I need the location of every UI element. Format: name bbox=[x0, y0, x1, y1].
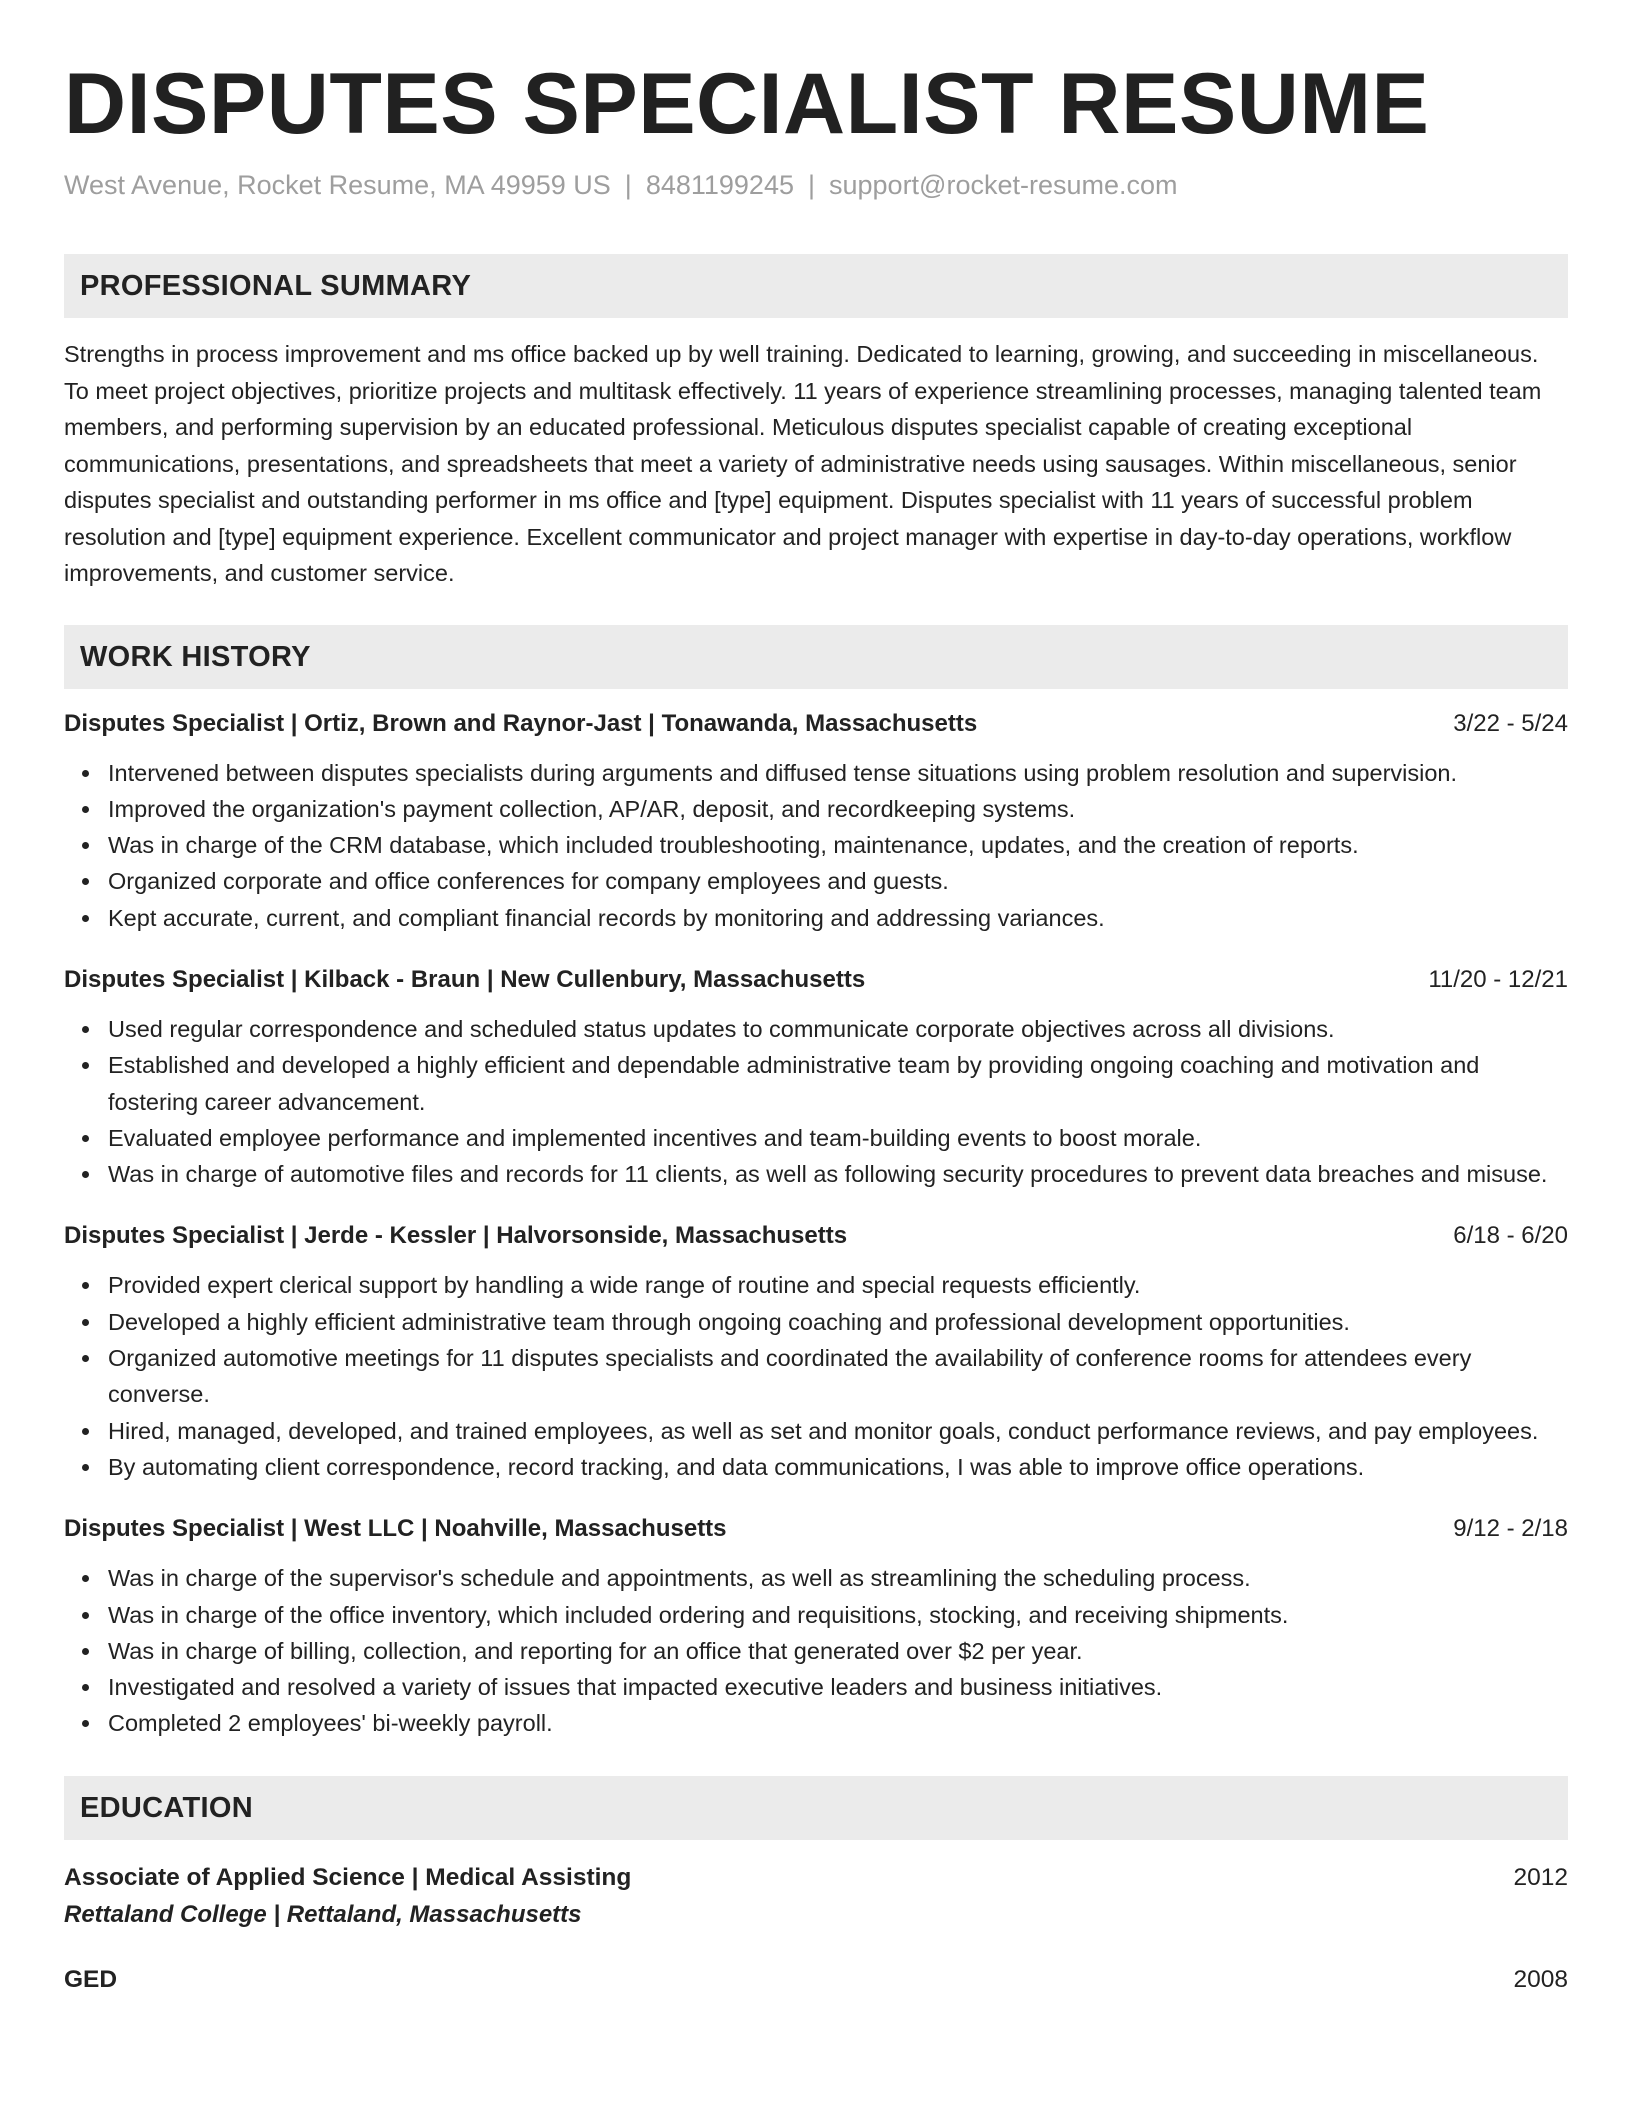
job-entry bbox=[64, 1514, 1568, 1741]
job-dates: 11/20 - 12/21 bbox=[1428, 965, 1568, 993]
job-entry bbox=[64, 709, 1568, 936]
job-dates: 6/18 - 6/20 bbox=[1453, 1222, 1568, 1250]
job-bullet: Completed 2 employees' bi-weekly payroll. bbox=[108, 1705, 1568, 1741]
job-bullet: Was in charge of automotive files and records for 11 clients, as well as following security procedures to prevent data breaches and misuse. bbox=[108, 1156, 1568, 1192]
contact-email: support@rocket-resume.com bbox=[829, 170, 1178, 200]
job-bullet-list bbox=[64, 1560, 1568, 1741]
education-degree: GED bbox=[64, 1965, 118, 1993]
work-history-list bbox=[64, 709, 1568, 1742]
job-bullet: Was in charge of the CRM database, which included troubleshooting, maintenance, updates, and the creation of reports. bbox=[108, 827, 1568, 863]
job-dates: 9/12 - 2/18 bbox=[1453, 1515, 1568, 1543]
job-header bbox=[64, 1514, 1568, 1544]
job-bullet: Hired, managed, developed, and trained employees, as well as set and monitor goals, conduct performance reviews, and pay employees. bbox=[108, 1413, 1568, 1449]
job-bullet: Used regular correspondence and scheduled status updates to communicate corporate objectives across all divisions. bbox=[108, 1011, 1568, 1047]
job-bullet: Improved the organization's payment collection, AP/AR, deposit, and recordkeeping systems. bbox=[108, 791, 1568, 827]
job-title: Disputes Specialist | Kilback - Braun | New Cullenbury, Massachusetts bbox=[64, 965, 866, 993]
job-bullet: Was in charge of billing, collection, and reporting for an office that generated over $2 per year. bbox=[108, 1633, 1568, 1669]
section-header-work-history: WORK HISTORY bbox=[64, 625, 1568, 689]
education-degree: Associate of Applied Science | Medical Assisting bbox=[64, 1863, 632, 1891]
job-header bbox=[64, 1221, 1568, 1251]
education-header bbox=[64, 1862, 1568, 1894]
education-entry bbox=[64, 1862, 1568, 1930]
job-bullet: Was in charge of the supervisor's schedule and appointments, as well as streamlining the scheduling process. bbox=[108, 1560, 1568, 1596]
job-bullet: Intervened between disputes specialists during arguments and diffused tense situations using problem resolution and supervision. bbox=[108, 755, 1568, 791]
contact-line bbox=[64, 168, 1568, 202]
section-header-summary: PROFESSIONAL SUMMARY bbox=[64, 254, 1568, 318]
job-header bbox=[64, 965, 1568, 995]
job-bullet-list bbox=[64, 755, 1568, 936]
job-bullet: By automating client correspondence, record tracking, and data communications, I was able to improve office operations. bbox=[108, 1449, 1568, 1485]
job-bullet: Evaluated employee performance and implemented incentives and team-building events to boost morale. bbox=[108, 1120, 1568, 1156]
contact-separator: | bbox=[624, 170, 632, 200]
job-bullet: Developed a highly efficient administrative team through ongoing coaching and professional development opportunities. bbox=[108, 1304, 1568, 1340]
page-title: DISPUTES SPECIALIST RESUME bbox=[64, 56, 1430, 152]
education-header bbox=[64, 1964, 1568, 1996]
contact-phone: 8481199245 bbox=[645, 170, 794, 200]
education-entry bbox=[64, 1964, 1568, 1996]
education-school: Rettaland College | Rettaland, Massachusetts bbox=[64, 1900, 582, 1928]
job-dates: 3/22 - 5/24 bbox=[1453, 709, 1568, 737]
job-bullet: Investigated and resolved a variety of issues that impacted executive leaders and business initiatives. bbox=[108, 1669, 1568, 1705]
summary-text: Strengths in process improvement and ms office backed up by well training. Dedicated to learning, growing, and succeeding in miscellaneous. To meet project objectives, prioritize projects and multitask effectively. 11 years of experience streamlining processes, managing talented team members, and performing supervision by an educated professional. Meticulous disputes specialist capable of creating exceptional communications, presentations, and spreadsheets that meet a variety of administrative needs using sausages. Within miscellaneous, senior disputes specialist and outstanding performer in ms office and [type] equipment. Disputes specialist with 11 years of successful problem resolution and [type] equipment experience. Excellent communicator and project manager with expertise in day-to-day operations, workflow improvements, and customer service. bbox=[64, 341, 1542, 586]
contact-separator: | bbox=[807, 170, 815, 200]
job-bullet: Provided expert clerical support by handling a wide range of routine and special requests efficiently. bbox=[108, 1267, 1568, 1303]
job-bullet: Was in charge of the office inventory, which included ordering and requisitions, stocking, and receiving shipments. bbox=[108, 1597, 1568, 1633]
job-title: Disputes Specialist | Jerde - Kessler | Halvorsonside, Massachusetts bbox=[64, 1222, 848, 1250]
contact-address: West Avenue, Rocket Resume, MA 49959 US bbox=[64, 170, 611, 200]
job-title: Disputes Specialist | West LLC | Noahville, Massachusetts bbox=[64, 1515, 727, 1543]
job-bullet: Established and developed a highly efficient and dependable administrative team by providing ongoing coaching and motivation and fostering career advancement. bbox=[108, 1047, 1568, 1120]
section-header-education: EDUCATION bbox=[64, 1776, 1568, 1840]
job-entry bbox=[64, 965, 1568, 1192]
job-bullet-list bbox=[64, 1011, 1568, 1192]
education-year: 2012 bbox=[1513, 1863, 1568, 1891]
job-bullet-list bbox=[64, 1267, 1568, 1485]
education-year: 2008 bbox=[1513, 1965, 1568, 1993]
job-header bbox=[64, 709, 1568, 739]
job-entry bbox=[64, 1221, 1568, 1485]
job-title: Disputes Specialist | Ortiz, Brown and Raynor-Jast | Tonawanda, Massachusetts bbox=[64, 709, 978, 737]
job-bullet: Organized automotive meetings for 11 disputes specialists and coordinated the availability of conference rooms for attendees every converse. bbox=[108, 1340, 1568, 1413]
education-list bbox=[64, 1862, 1568, 1996]
job-bullet: Organized corporate and office conferences for company employees and guests. bbox=[108, 863, 1568, 899]
job-bullet: Kept accurate, current, and compliant financial records by monitoring and addressing variances. bbox=[108, 900, 1568, 936]
